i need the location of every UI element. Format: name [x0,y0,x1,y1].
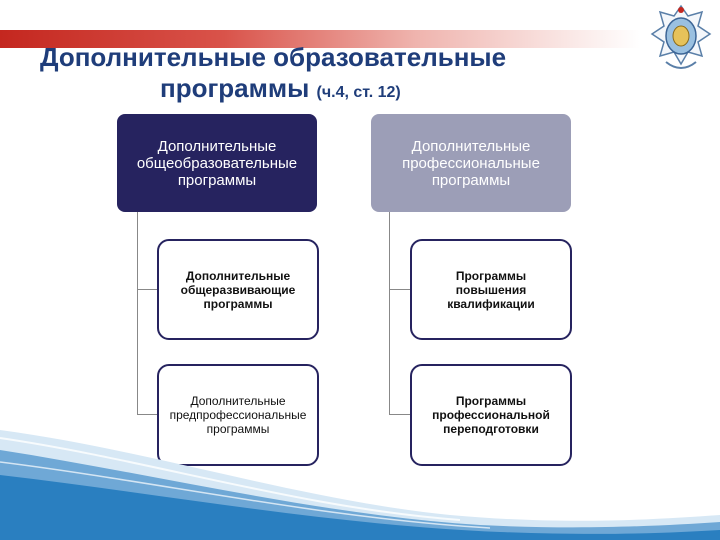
connector-left-1 [137,289,157,290]
connector-left-vertical [137,212,138,414]
program-card: Дополнительные общеразвивающие программы [157,239,319,340]
connector-right-1 [389,289,410,290]
program-card: Программы повышения квалификации [410,239,572,340]
program-card: Дополнительные предпрофессиональные программы [157,364,319,466]
connector-right-2 [389,414,410,415]
title-line-1: Дополнительные образовательные [40,42,507,72]
program-card: Программы профессиональной переподготовки [410,364,572,466]
branch-header-professional: Дополнительные профессиональные программы [371,114,571,212]
connector-right-vertical [389,212,390,414]
footer-waves [0,420,720,540]
emblem-icon [646,2,716,78]
title-line-2 [40,72,580,109]
title-note: (ч.4, ст. 12) [316,84,401,101]
title-line-2-text: программы [160,73,310,103]
branch-header-general: Дополнительные общеобразовательные программы [117,114,317,212]
page-title [40,42,580,109]
connector-left-2 [137,414,157,415]
